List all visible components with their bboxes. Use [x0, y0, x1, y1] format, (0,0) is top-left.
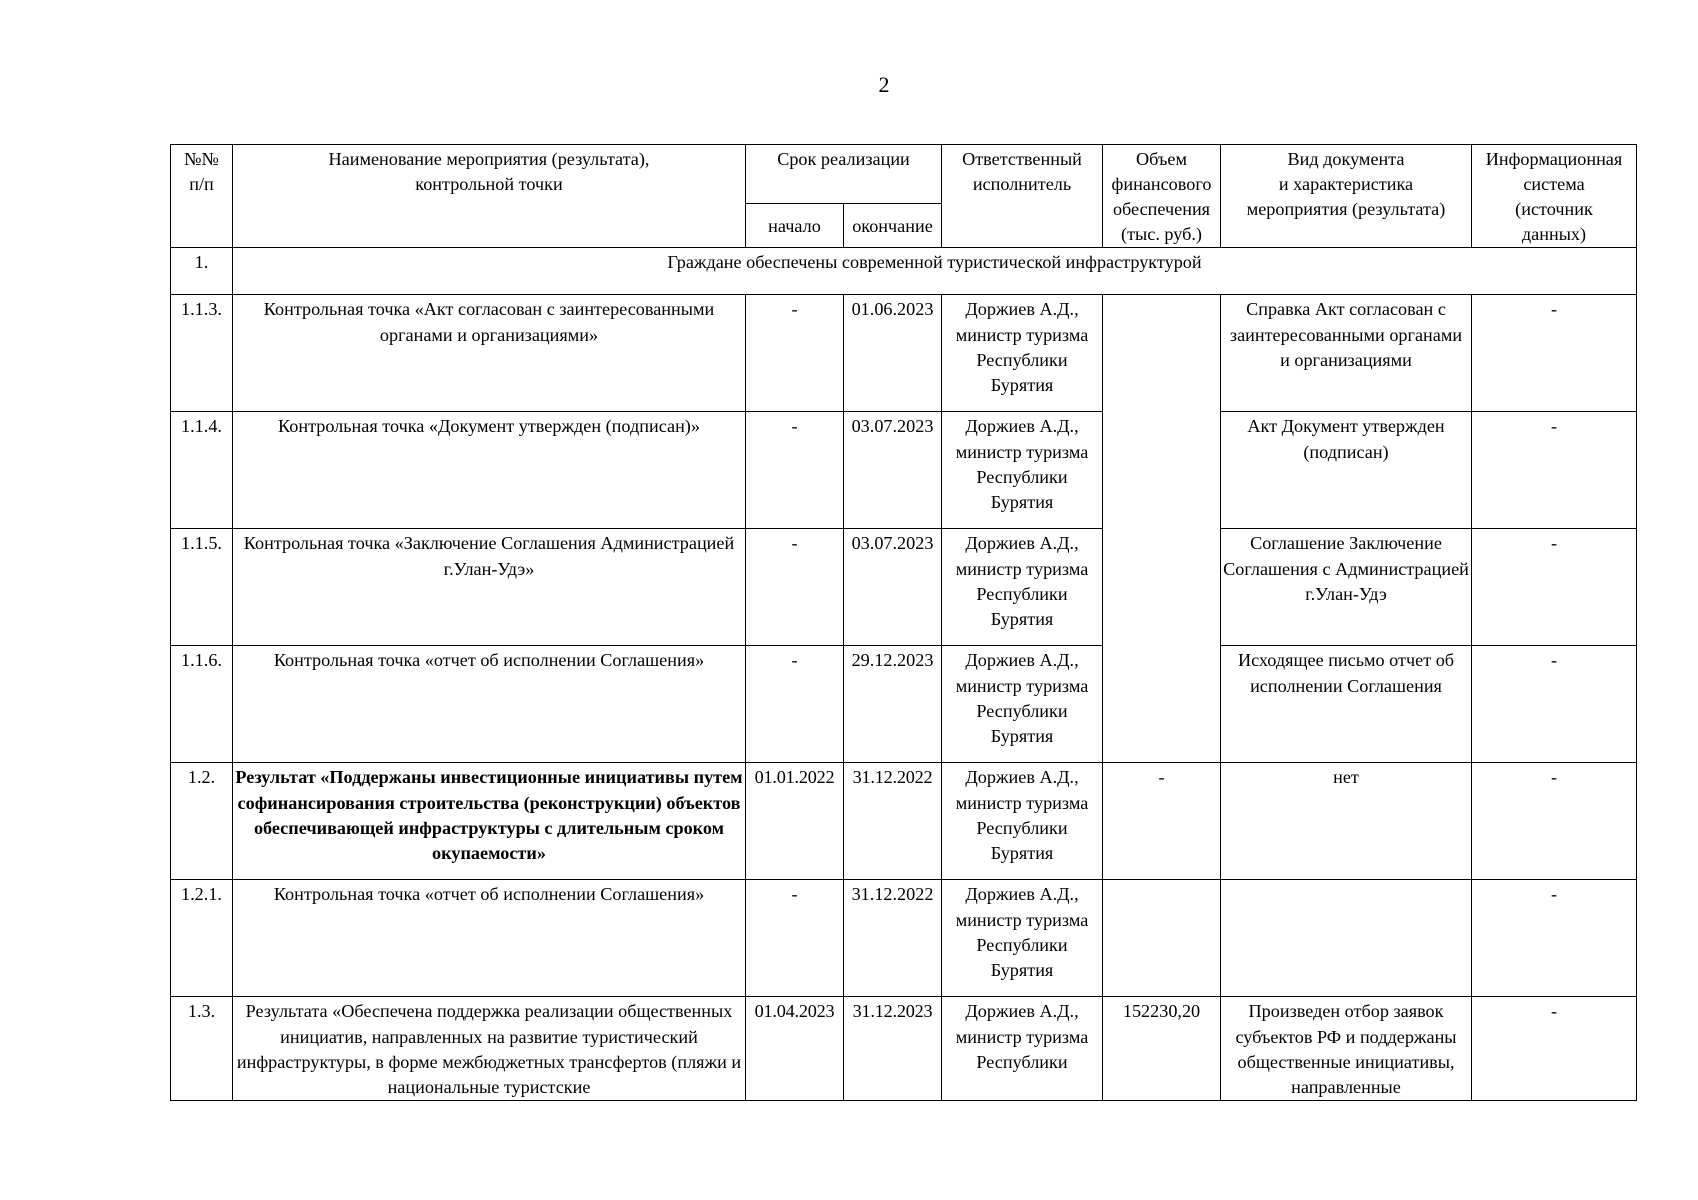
row-executor: Доржиев А.Д., министр туризма Республики	[942, 997, 1103, 1100]
row-name: Результат «Поддержаны инвестиционные инициативы путем софинансирования строительства (реконструкции) объектов обеспечивающей инфраструктуры с длительным сроком окупаемости»	[233, 763, 746, 880]
row-executor: Доржиев А.Д., министр туризма Республики Бурятия	[942, 529, 1103, 646]
row-end: 29.12.2023	[844, 646, 942, 763]
table-row	[171, 646, 1637, 763]
row-executor: Доржиев А.Д., министр туризма Республики Бурятия	[942, 295, 1103, 412]
row-doc	[1221, 880, 1472, 997]
row-end: 03.07.2023	[844, 529, 942, 646]
header-start: начало	[746, 203, 844, 247]
page-number: 2	[878, 72, 890, 97]
section-title: Граждане обеспечены современной туристической инфраструктурой	[233, 248, 1637, 295]
row-executor: Доржиев А.Д., министр туризма Республики Бурятия	[942, 412, 1103, 529]
row-name: Контрольная точка «отчет об исполнении Соглашения»	[233, 880, 746, 997]
row-num: 1.1.5.	[171, 529, 233, 646]
table-row	[171, 997, 1637, 1100]
row-funding: 152230,20	[1103, 997, 1221, 1100]
row-info: -	[1472, 529, 1637, 646]
row-doc: Произведен отбор заявок субъектов РФ и поддержаны общественные инициативы, направленные	[1221, 997, 1472, 1100]
row-start: -	[746, 880, 844, 997]
table-row	[171, 295, 1637, 412]
row-name: Контрольная точка «Акт согласован с заинтересованными органами и организациями»	[233, 295, 746, 412]
row-start: 01.04.2023	[746, 997, 844, 1100]
row-info: -	[1472, 997, 1637, 1100]
header-name: Наименование мероприятия (результата), контрольной точки	[233, 145, 746, 248]
row-info: -	[1472, 763, 1637, 880]
row-start: -	[746, 412, 844, 529]
row-executor: Доржиев А.Д., министр туризма Республики Бурятия	[942, 763, 1103, 880]
row-num: 1.2.1.	[171, 880, 233, 997]
row-num: 1.1.4.	[171, 412, 233, 529]
row-executor: Доржиев А.Д., министр туризма Республики Бурятия	[942, 646, 1103, 763]
activities-table	[170, 144, 1637, 1101]
table-header-row	[171, 145, 1637, 204]
table-row	[171, 880, 1637, 997]
section-num: 1.	[171, 248, 233, 295]
row-end: 03.07.2023	[844, 412, 942, 529]
header-doc: Вид документа и характеристика мероприятия (результата)	[1221, 145, 1472, 248]
row-num: 1.2.	[171, 763, 233, 880]
row-start: -	[746, 529, 844, 646]
row-name: Контрольная точка «Заключение Соглашения Администрацией г.Улан-Удэ»	[233, 529, 746, 646]
row-info: -	[1472, 880, 1637, 997]
header-info: Информационная система (источник данных)	[1472, 145, 1637, 248]
row-funding	[1103, 880, 1221, 997]
row-end: 31.12.2022	[844, 880, 942, 997]
row-doc: Соглашение Заключение Соглашения с Администрацией г.Улан-Удэ	[1221, 529, 1472, 646]
header-end: окончание	[844, 203, 942, 247]
table-row	[171, 529, 1637, 646]
row-start: -	[746, 295, 844, 412]
row-num: 1.3.	[171, 997, 233, 1100]
row-funding	[1103, 295, 1221, 763]
row-end: 01.06.2023	[844, 295, 942, 412]
row-executor: Доржиев А.Д., министр туризма Республики Бурятия	[942, 880, 1103, 997]
row-doc: Исходящее письмо отчет об исполнении Соглашения	[1221, 646, 1472, 763]
row-doc: Акт Документ утвержден (подписан)	[1221, 412, 1472, 529]
header-num: №№ п/п	[171, 145, 233, 248]
row-start: 01.01.2022	[746, 763, 844, 880]
row-doc: нет	[1221, 763, 1472, 880]
row-funding: -	[1103, 763, 1221, 880]
row-name: Контрольная точка «Документ утвержден (подписан)»	[233, 412, 746, 529]
table-row	[171, 412, 1637, 529]
header-executor: Ответственный исполнитель	[942, 145, 1103, 248]
row-num: 1.1.6.	[171, 646, 233, 763]
header-period: Срок реализации	[746, 145, 942, 204]
row-num: 1.1.3.	[171, 295, 233, 412]
row-info: -	[1472, 295, 1637, 412]
row-end: 31.12.2022	[844, 763, 942, 880]
row-info: -	[1472, 412, 1637, 529]
header-funding: Объем финансового обеспечения (тыс. руб.)	[1103, 145, 1221, 248]
row-name: Контрольная точка «отчет об исполнении Соглашения»	[233, 646, 746, 763]
row-name: Результата «Обеспечена поддержка реализации общественных инициатив, направленных на развитие туристический инфраструктуры, в форме межбюджетных трансфертов (пляжи и национальные туристские	[233, 997, 746, 1100]
section-row	[171, 248, 1637, 295]
row-end: 31.12.2023	[844, 997, 942, 1100]
row-start: -	[746, 646, 844, 763]
table-row	[171, 763, 1637, 880]
row-info: -	[1472, 646, 1637, 763]
row-doc: Справка Акт согласован с заинтересованными органами и организациями	[1221, 295, 1472, 412]
